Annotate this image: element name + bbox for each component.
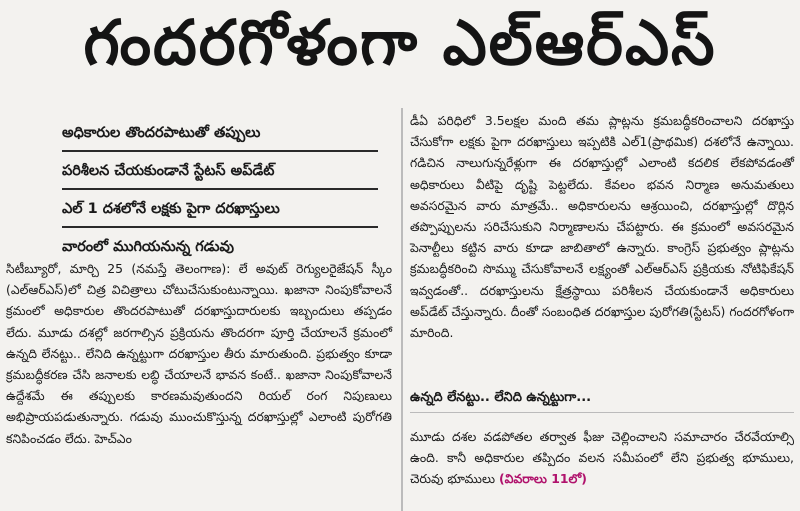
right-body-2-text: మూడు దశల వడపోతల తర్వాత ఫీజు చెల్లించాలని సమాచారం చేరవేయాల్సి ఉంది. కానీ అధికారుల తప్పిదం వలన సమీపంలో లేని ప్రభుత్వ భూములు, చెరువు భూములు xyxy=(410,429,794,487)
column-divider xyxy=(401,108,403,511)
section-divider xyxy=(410,412,794,413)
subhead-3: ఎల్ 1 దశలోనే లక్షకు పైగా దరఖాస్తులు xyxy=(62,194,378,228)
subhead-1: అధికారుల తొందరపాటుతో తప్పులు xyxy=(62,118,378,152)
right-body-text-2 xyxy=(410,426,794,490)
right-body-text: డీఏ పరిధిలో 3.5లక్షల మంది తమ ప్లాట్లను క్రమబద్ధీకరించాలని దరఖాస్తు చేసుకోగా లక్షకు పైగా దరఖాస్తులు ఇప్పటికి ఎల్1(ప్రాథమిక) దశలోనే ఉన్నాయి. గడిచిన నాలుగున్నరేళ్లుగా ఈ దరఖాస్తుల్లో ఎలాంటి కదలిక లేకపోవడంతో అధికారులు వీటిపై దృష్టి పెట్టలేదు. కేవలం భవన నిర్మాణ అనుమతులు అవసరమైన వారు మాత్రమే.. అధికారులను ఆశ్రయించి, దరఖాస్తుల్లో దొర్లిన తప్పొప్పులను సరిచేసుకుని నిర్మాణాలను చేపట్టారు. ఈ క్రమంలో అవసరమైన పెనాల్టీలు కట్టిన వారు కూడా జాబితాలో ఉన్నారు. కాంగ్రెస్ ప్రభుత్వం ప్లాట్లను క్రమబద్ధీకరించి సొమ్ము చేసుకోవాలనే లక్ష్యంతో ఎల్ఆర్ఎస్ ప్రక్రియకు నోటిఫికేషన్ ఇవ్వడంతో.. దరఖాస్తులను క్షేత్రస్థాయి పరిశీలన చేయకుండానే అధికారులు అప్‌డేట్ చేస్తున్నారు. దీంతో సంబంధిత దరఖాస్తుల పురోగతి(స్టేటస్) గందరగోళంగా మారింది. xyxy=(410,113,794,341)
right-sidehead: ఉన్నది లేనట్టు.. లేనిది ఉన్నట్టుగా... xyxy=(410,390,592,405)
subhead-4: వారంలో ముగియనున్న గడువు xyxy=(62,239,234,255)
right-column xyxy=(404,108,800,511)
subhead-2: పరిశీలన చేయకుండానే స్టేటస్ అప్‌డేట్ xyxy=(62,156,378,190)
left-body-text: సిటీబ్యూరో, మార్చి 25 (నమస్తే తెలంగాణ): లే అవుట్ రెగ్యులరైజేషన్ స్కీం (ఎల్ఆర్ఎస్)లో చిత్ర విచిత్రాలు చోటుచేసుకుంటున్నాయి. ఖజానా నింపుకోవాలనే క్రమంలో అధికారుల తొందరపాటుతో దరఖాస్తుదారులకు ఇబ్బందులు తప్పడం లేదు. మూడు దశల్లో జరగాల్సిన ప్రక్రియను తొందరగా పూర్తి చేయాలనే క్రమంలో ఉన్నది లేనట్టు.. లేనిది ఉన్నట్టుగా దరఖాస్తుల తీరు మారుతుంది. ప్రభుత్వం కూడా క్రమబద్ధీకరణ చేసి జనాలకు లబ్ధి చేయాలనే భావన కంటే.. ఖజానా నింపుకోవాలనే ఉద్దేశమే ఈ తప్పులకు కారణమవుతుందని రియల్ రంగ నిపుణులు అభిప్రాయపడుతున్నారు. గడువు ముంచుకొస్తున్న దరఖాస్తుల్లో ఎలాంటి పురోగతి కనిపించడం లేదు. హెచ్ఎం xyxy=(6,261,392,446)
subheads-box xyxy=(62,118,378,268)
continued-tag: (వివరాలు 11లో) xyxy=(498,471,587,487)
headline: గందరగోళంగా ఎల్ఆర్ఎస్ xyxy=(83,6,717,79)
left-column xyxy=(0,108,398,511)
